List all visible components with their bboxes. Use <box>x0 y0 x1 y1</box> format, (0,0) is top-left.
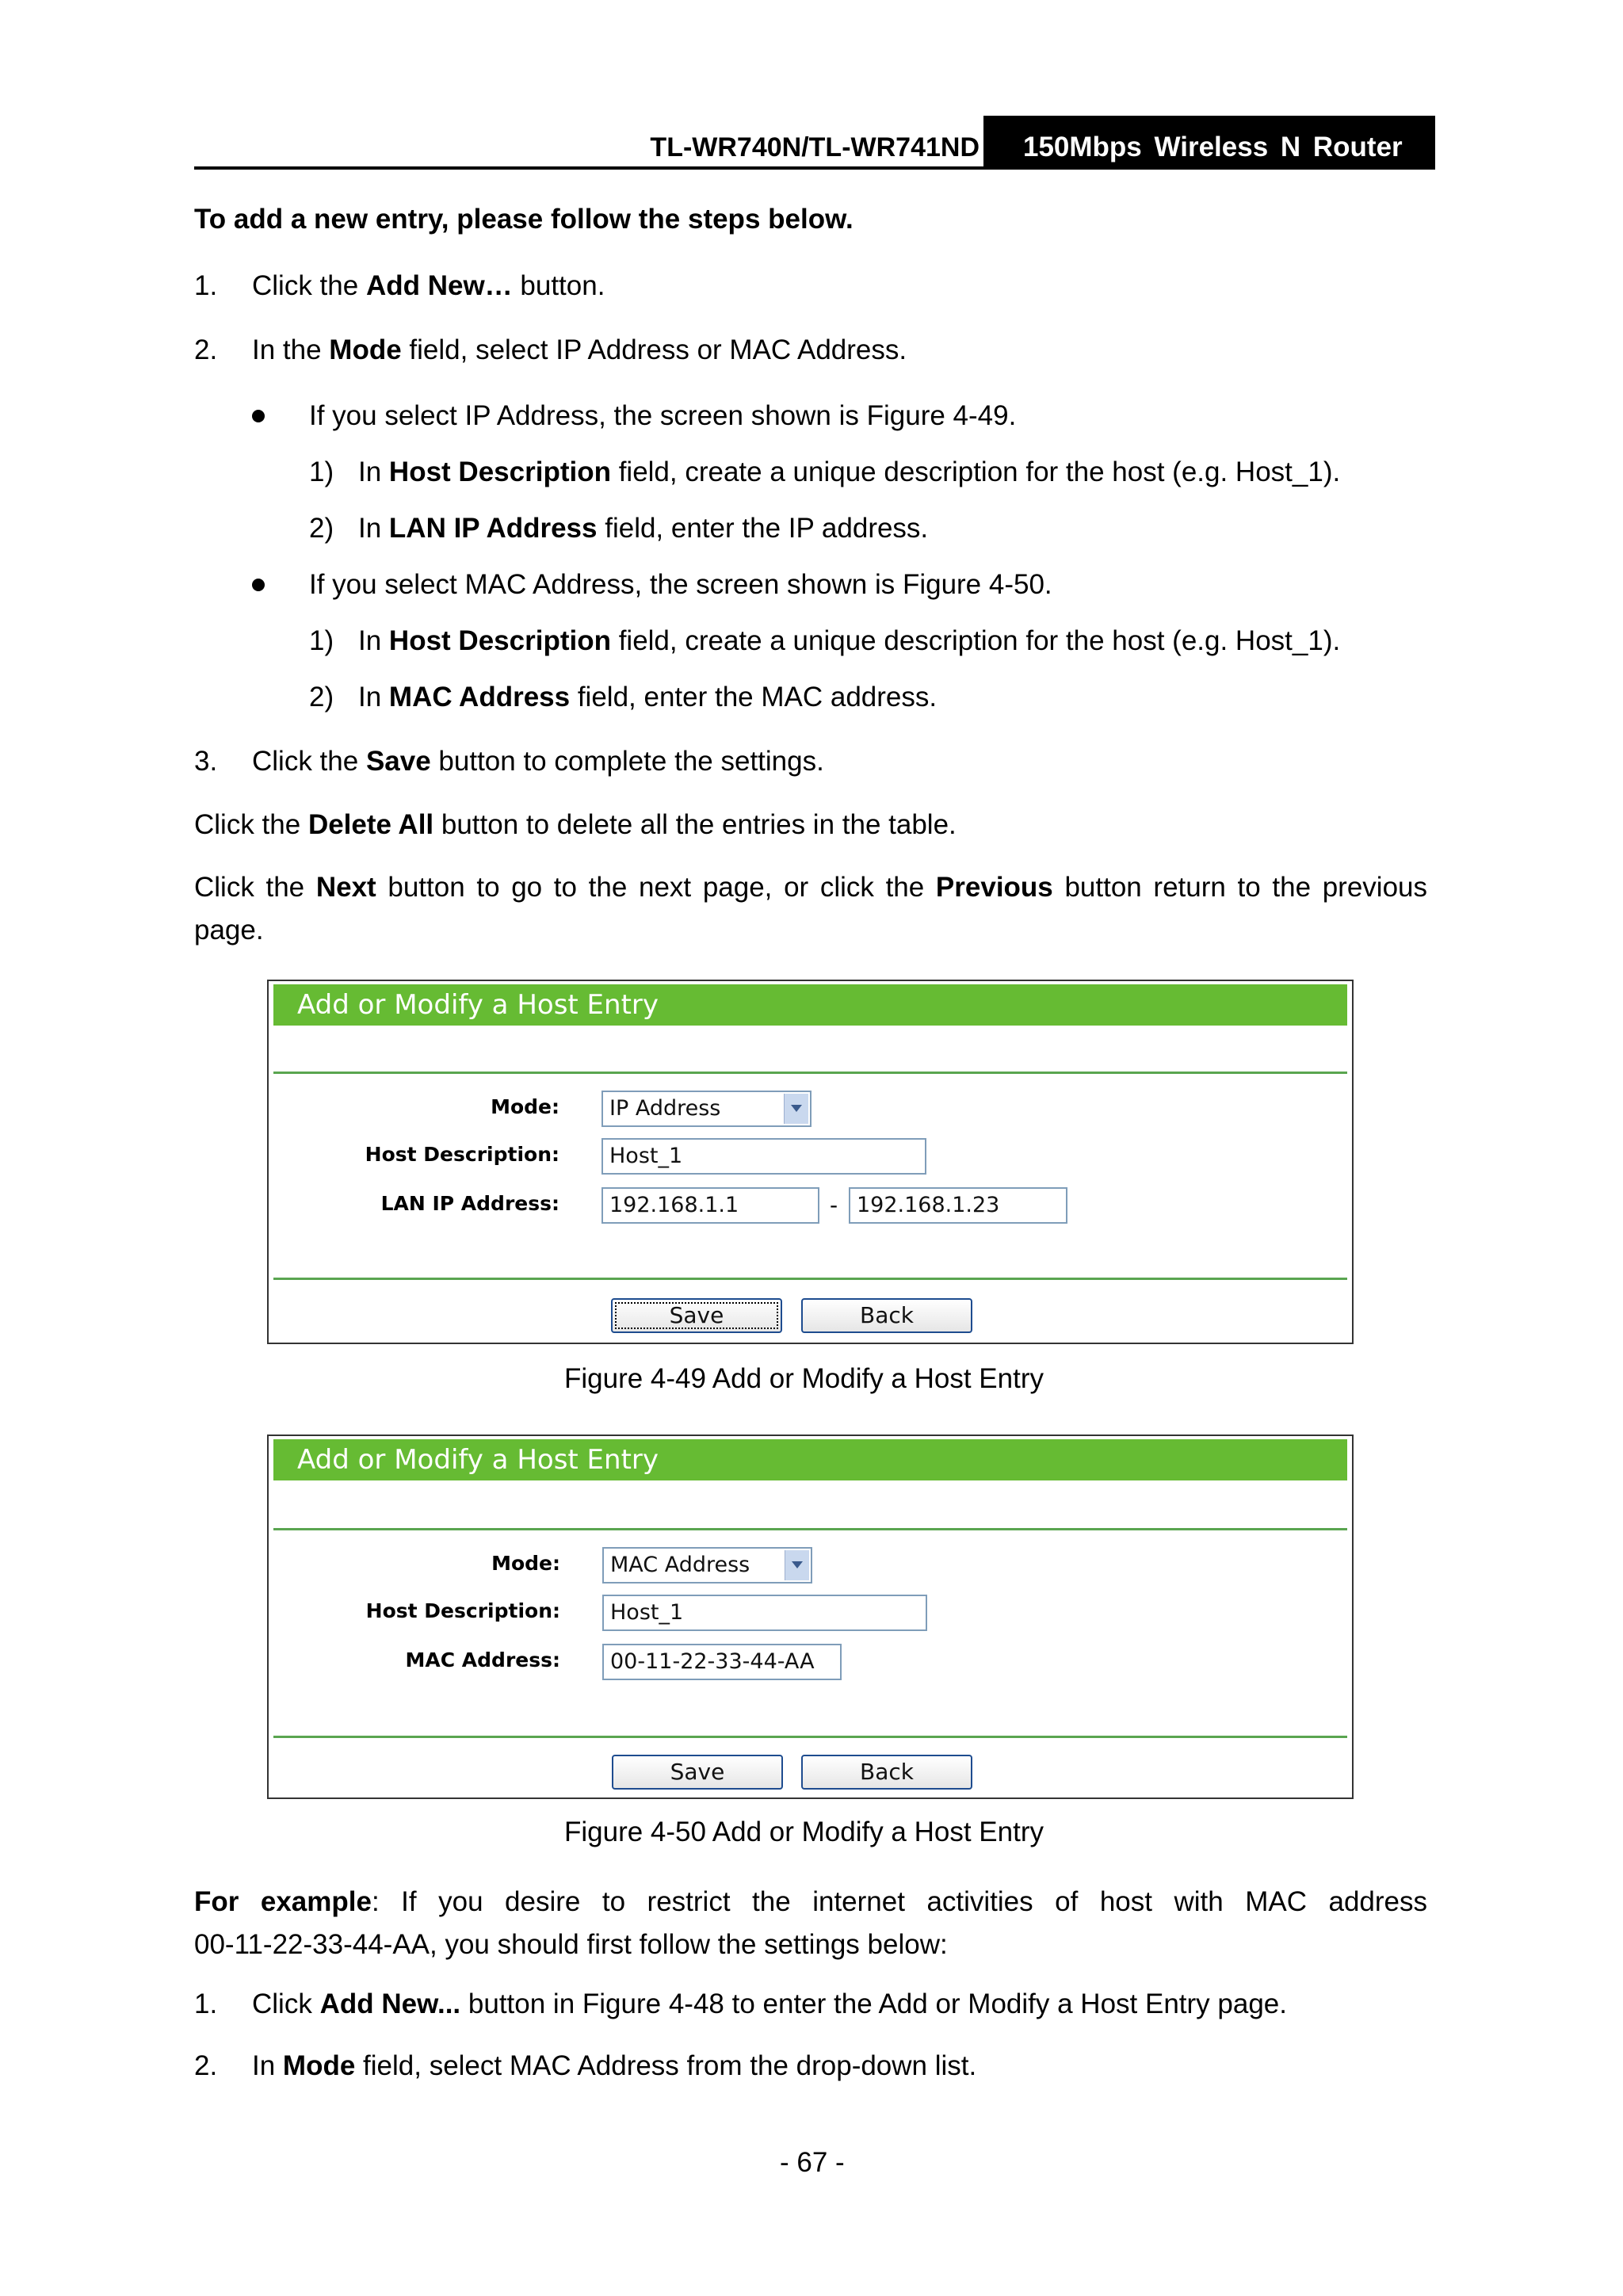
step-1-number: 1. <box>194 270 218 301</box>
sub-step-text: In Host Description field, create a unique description for the host (e.g. Host_1). <box>358 625 1341 656</box>
panel-divider <box>273 1736 1347 1738</box>
running-header <box>194 116 1435 170</box>
example-paragraph: For example: If you desire to restrict the internet activities of host with MAC address 00-11-22-33-44-AA, you should first follow the settings below: <box>194 1886 1427 1960</box>
figure-4-50-caption: Figure 4-50 Add or Modify a Host Entry <box>564 1817 1044 1847</box>
range-separator: - <box>830 1192 838 1218</box>
bullet-dot <box>252 410 265 422</box>
example-step-2-text: In Mode field, select MAC Address from the drop-down list. <box>252 2050 977 2081</box>
panel-divider <box>273 1528 1347 1530</box>
step-1-text: Click the Add New… button. <box>252 270 605 301</box>
delete-all-paragraph: Click the Delete All button to delete all the entries in the table. <box>194 809 957 840</box>
chevron-down-icon[interactable] <box>784 1094 808 1124</box>
sub-step-text: In MAC Address field, enter the MAC address. <box>358 682 938 712</box>
panel-divider <box>273 1278 1347 1280</box>
intro-heading: To add a new entry, please follow the steps below. <box>194 204 854 235</box>
header-product-box <box>983 116 1435 170</box>
mode-label: Mode: <box>491 1552 560 1575</box>
example-step-2-number: 2. <box>194 2050 218 2081</box>
bullet-mac-text: If you select MAC Address, the screen shown is Figure 4-50. <box>309 569 1052 600</box>
sub-step-number: 1) <box>309 457 334 487</box>
host-description-input[interactable]: Host_1 <box>602 1595 927 1631</box>
panel-title: Add or Modify a Host Entry <box>273 1439 1347 1480</box>
back-button[interactable]: Back <box>801 1755 972 1790</box>
save-button[interactable]: Save <box>611 1298 782 1333</box>
example-step-1-number: 1. <box>194 1988 218 2019</box>
step-3-text: Click the Save button to complete the settings. <box>252 746 824 777</box>
step-2-number: 2. <box>194 334 218 365</box>
save-button[interactable]: Save <box>612 1755 783 1790</box>
host-description-label: Host Description: <box>365 1143 559 1166</box>
sub-step-text: In Host Description field, create a unique description for the host (e.g. Host_1). <box>358 457 1341 487</box>
mode-select[interactable]: IP Address <box>601 1091 812 1127</box>
page-number: - 67 - <box>780 2147 845 2178</box>
mac-address-label: MAC Address: <box>405 1648 560 1671</box>
header-model: TL-WR740N/TL-WR741ND <box>650 132 980 162</box>
sub-step-text: In LAN IP Address field, enter the IP address. <box>358 513 929 544</box>
next-previous-paragraph: Click the Next button to go to the next page, or click the Previous button return to the previous page. <box>194 872 1428 946</box>
mac-address-input[interactable]: 00-11-22-33-44-AA <box>602 1644 842 1680</box>
back-button[interactable]: Back <box>801 1298 972 1333</box>
host-description-label: Host Description: <box>365 1599 560 1622</box>
sub-step-number: 2) <box>309 513 334 544</box>
figure-4-49-screenshot <box>267 980 1354 1344</box>
header-product: 150Mbps Wireless N Router <box>1023 132 1403 162</box>
bullet-dot <box>252 579 265 591</box>
ip-start-input[interactable]: 192.168.1.1 <box>601 1187 819 1224</box>
mode-label: Mode: <box>491 1095 559 1118</box>
mode-select[interactable]: MAC Address <box>602 1547 812 1584</box>
ip-end-input[interactable]: 192.168.1.23 <box>849 1187 1067 1224</box>
figure-4-50-screenshot <box>267 1435 1354 1799</box>
lan-ip-address-label: LAN IP Address: <box>380 1192 559 1215</box>
panel-divider <box>273 1072 1347 1074</box>
step-3-number: 3. <box>194 746 218 777</box>
example-step-1-text: Click Add New... button in Figure 4-48 to enter the Add or Modify a Host Entry page. <box>252 1988 1287 2019</box>
step-2-text: In the Mode field, select IP Address or MAC Address. <box>252 334 907 365</box>
panel-title: Add or Modify a Host Entry <box>273 984 1347 1026</box>
bullet-ip-text: If you select IP Address, the screen shown is Figure 4-49. <box>309 400 1017 431</box>
header-rule <box>194 166 987 170</box>
chevron-down-icon[interactable] <box>785 1550 809 1580</box>
figure-4-49-caption: Figure 4-49 Add or Modify a Host Entry <box>564 1363 1044 1394</box>
host-description-input[interactable]: Host_1 <box>601 1138 926 1175</box>
sub-step-number: 2) <box>309 682 334 712</box>
sub-step-number: 1) <box>309 625 334 656</box>
